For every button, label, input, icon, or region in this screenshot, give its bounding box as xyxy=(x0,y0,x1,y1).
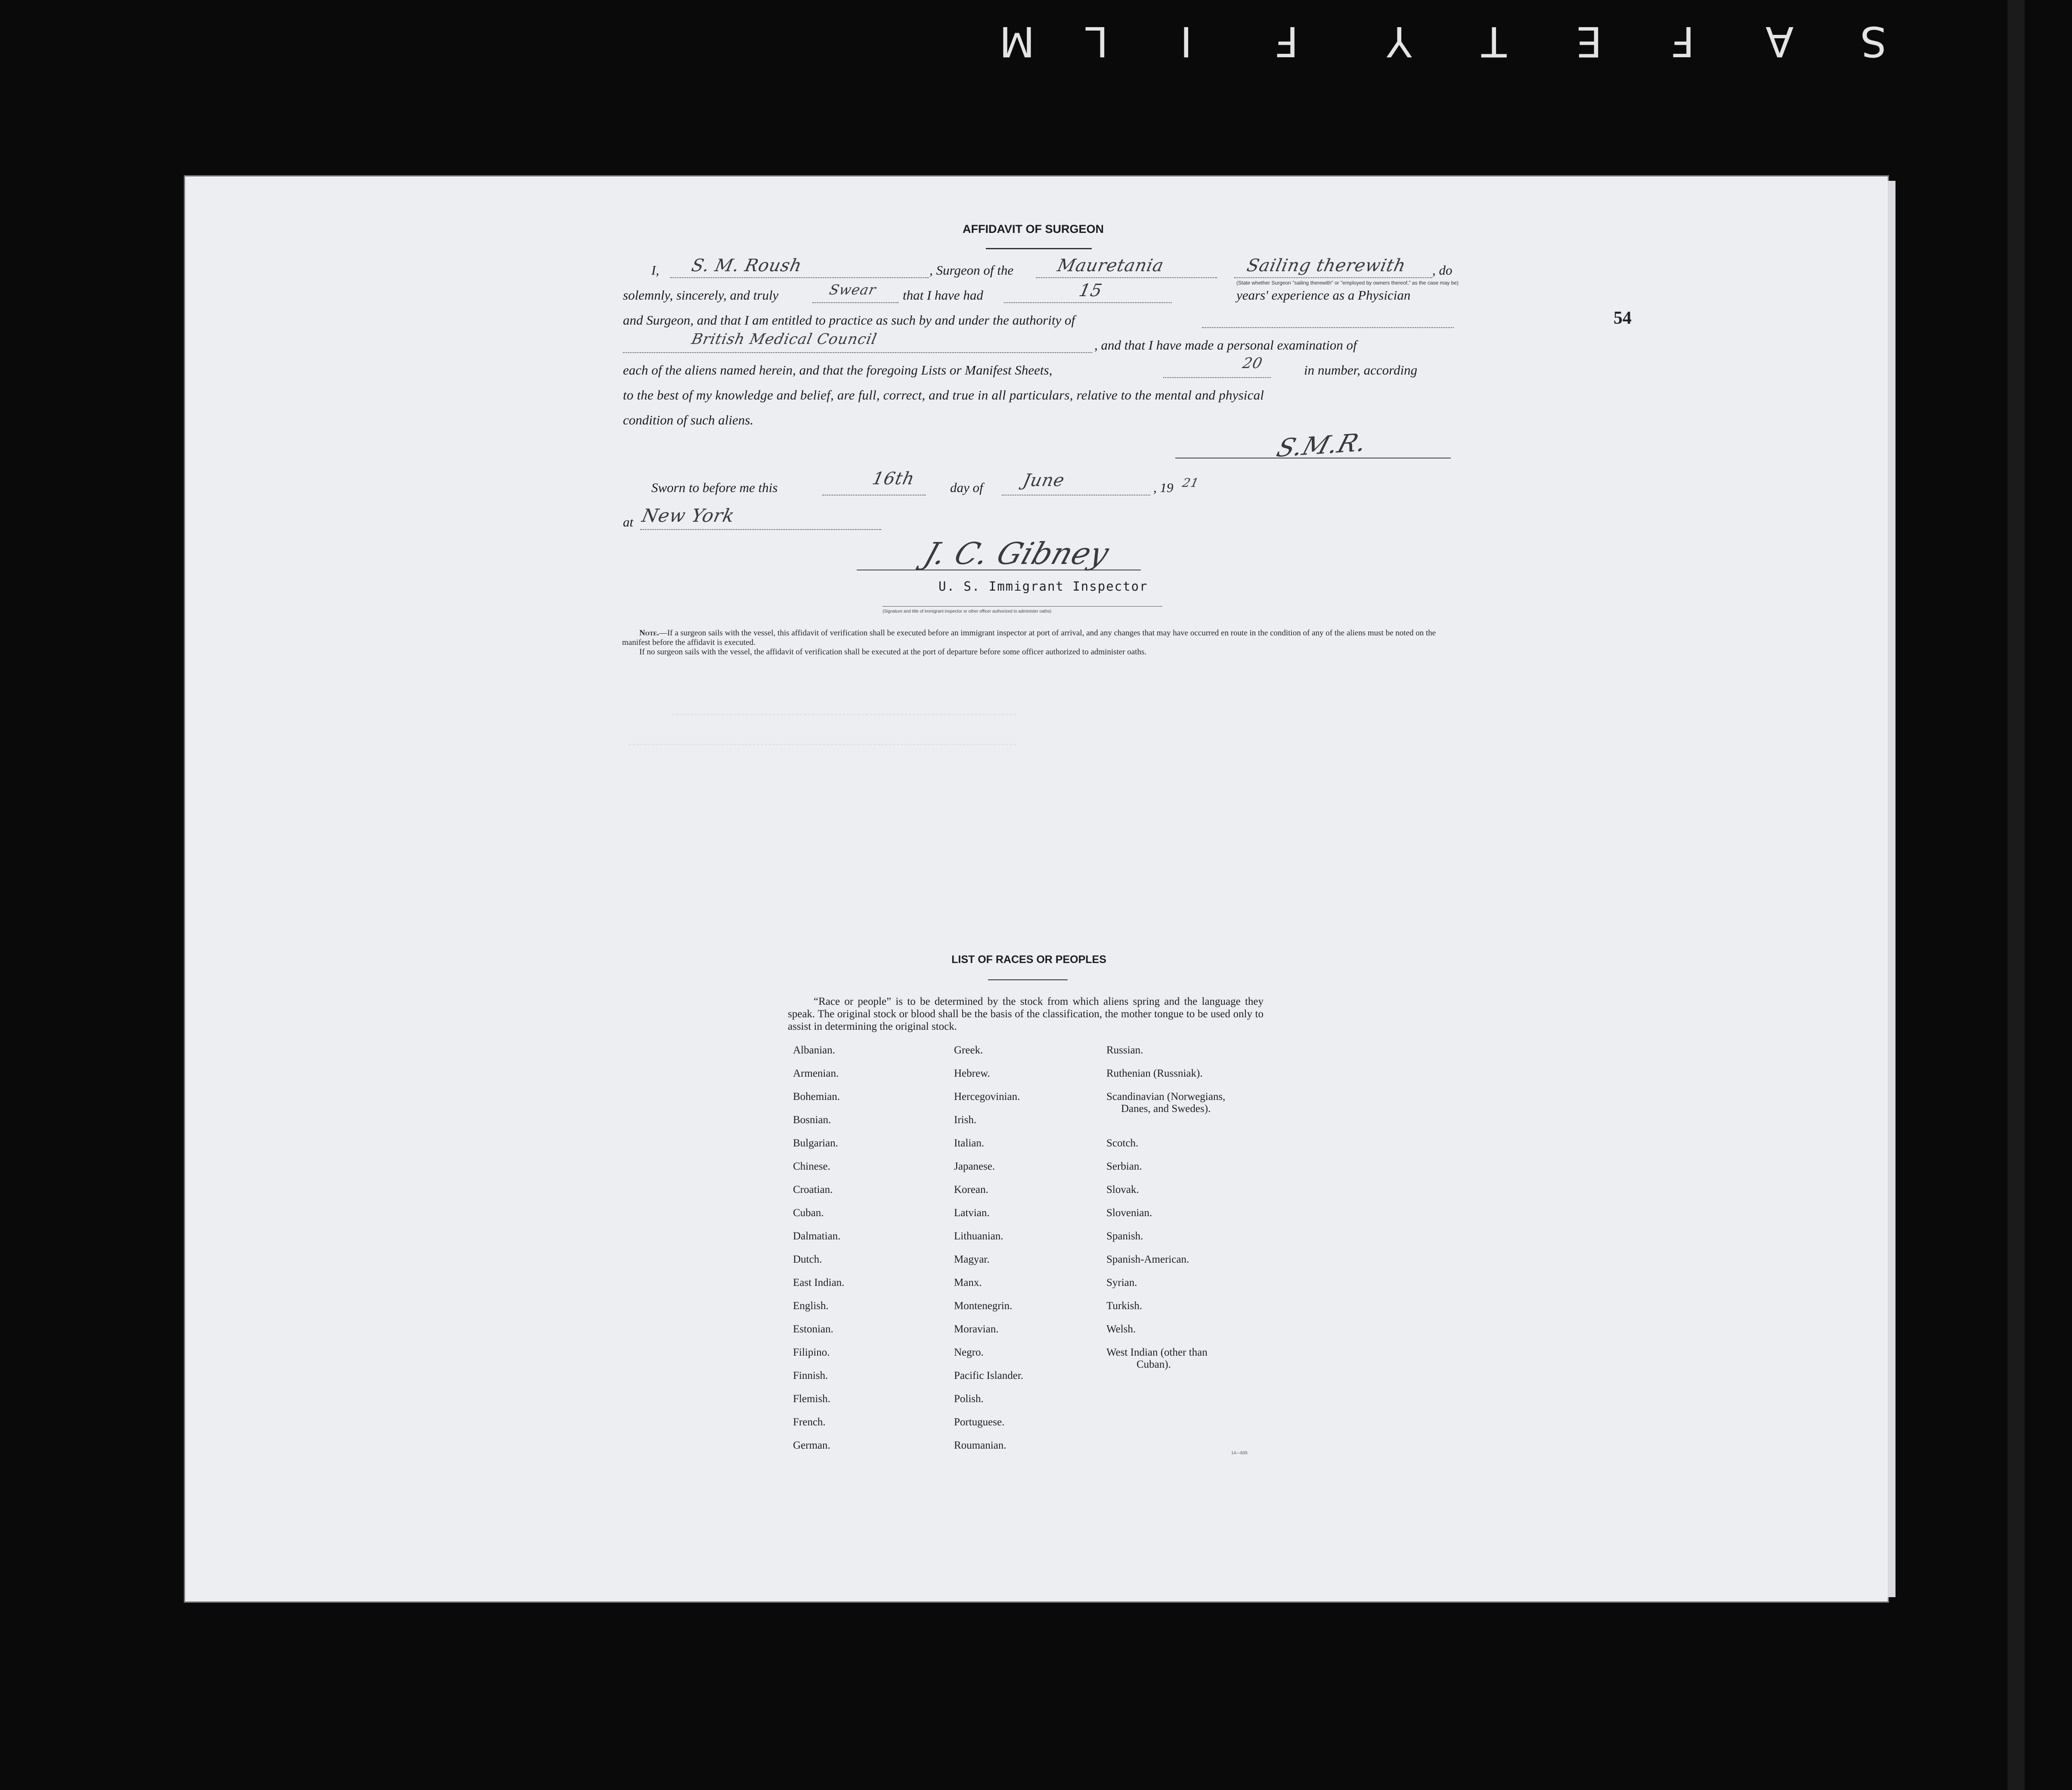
race-item: French. xyxy=(793,1416,826,1428)
film-edge-stripe xyxy=(2007,0,2025,1790)
affidavit-line xyxy=(623,387,1454,412)
race-item: Finnish. xyxy=(793,1370,828,1381)
sworn-day: 16th xyxy=(870,469,917,489)
race-item: Moravian. xyxy=(954,1323,999,1335)
film-letter: A xyxy=(1762,17,1794,65)
race-item: West Indian (other than xyxy=(1106,1347,1208,1358)
race-item: Latvian. xyxy=(954,1207,990,1219)
race-item: Bohemian. xyxy=(793,1091,840,1102)
sworn-year: 21 xyxy=(1181,476,1201,490)
text-condition: condition of such aliens. xyxy=(623,412,754,427)
oath-word: Swear xyxy=(827,282,878,298)
text-best: to the best of my knowledge and belief, are full, correct, and true in all particulars, relative to the mental and physical xyxy=(623,387,1264,403)
race-item: Bulgarian. xyxy=(793,1137,838,1149)
note-paragraph-2: If no surgeon sails with the vessel, the affidavit of verification shall be executed at the port of departure before some officer authorized to administer oaths. xyxy=(639,647,1147,657)
bleed-through xyxy=(672,702,1016,715)
affidavit-title: AFFIDAVIT OF SURGEON xyxy=(963,223,1104,235)
film-letter: Y xyxy=(1383,17,1412,65)
fill-line xyxy=(670,277,929,278)
page-edge xyxy=(1888,181,1895,1597)
title-underline xyxy=(986,248,1092,249)
note-lead: Note. xyxy=(639,629,659,638)
text-day-of: day of xyxy=(950,480,983,495)
race-item: Korean. xyxy=(954,1184,988,1195)
page-number: 54 xyxy=(1614,308,1632,328)
bleed-through xyxy=(629,732,1016,745)
text-year: , 19 xyxy=(1153,480,1174,495)
film-letter: F xyxy=(1667,17,1695,65)
race-item: Spanish-American. xyxy=(1106,1254,1189,1265)
text-in-number: in number, according xyxy=(1304,362,1418,378)
race-item: Estonian. xyxy=(793,1323,833,1335)
race-item: Hebrew. xyxy=(954,1068,990,1079)
fill-line xyxy=(1002,495,1150,496)
sworn-month: June xyxy=(1021,471,1067,490)
text-at: at xyxy=(623,514,634,530)
race-item: Filipino. xyxy=(793,1347,830,1358)
authority-name: British Medical Council xyxy=(690,331,879,348)
races-title-underline xyxy=(988,979,1068,980)
fill-line xyxy=(1202,327,1454,328)
race-item: Armenian. xyxy=(793,1068,839,1079)
race-item: Italian. xyxy=(954,1137,985,1149)
years-count: 15 xyxy=(1077,281,1104,300)
text-years: years' experience as a Physician xyxy=(1236,288,1411,303)
text-surgeon-of: , Surgeon of the xyxy=(929,263,1014,278)
race-item: Irish. xyxy=(954,1114,977,1126)
fill-line xyxy=(1234,277,1432,278)
race-item: Manx. xyxy=(954,1277,982,1288)
race-item: Turkish. xyxy=(1106,1300,1143,1312)
race-item: Lithuanian. xyxy=(954,1230,1003,1242)
race-item: Greek. xyxy=(954,1044,983,1056)
race-item: Syrian. xyxy=(1106,1277,1137,1288)
race-item: Ruthenian (Russniak). xyxy=(1106,1068,1203,1079)
text-sworn: Sworn to before me this xyxy=(651,480,778,495)
inspector-title: U. S. Immigrant Inspector xyxy=(938,579,1148,594)
fill-line xyxy=(1163,377,1271,378)
sailing-status: Sailing therewith xyxy=(1245,256,1408,276)
race-item: German. xyxy=(793,1440,830,1451)
fill-line xyxy=(640,529,881,530)
inspector-signature: J. C. Gibney xyxy=(920,536,1114,571)
race-item: Dalmatian. xyxy=(793,1230,841,1242)
race-item: Pacific Islander. xyxy=(954,1370,1024,1381)
affidavit-note xyxy=(622,629,1453,657)
film-letter: S xyxy=(1857,17,1886,65)
race-item: Portuguese. xyxy=(954,1416,1005,1428)
vessel-name: Mauretania xyxy=(1056,256,1166,276)
race-item: Serbian. xyxy=(1106,1161,1142,1172)
fill-line xyxy=(812,302,898,303)
race-item: Slovenian. xyxy=(1106,1207,1152,1219)
text-do: , do xyxy=(1432,263,1453,278)
film-letter: M xyxy=(996,17,1035,65)
race-item: Scotch. xyxy=(1106,1137,1139,1149)
race-item: Croatian. xyxy=(793,1184,833,1195)
race-item: Negro. xyxy=(954,1347,984,1358)
races-intro: “Race or people” is to be determined by the stock from which aliens spring and the language they speak. The original stock or blood shall be the basis of the classification, the mother tongue to be used only to assist in determining the original stock. xyxy=(788,996,1264,1032)
signature-caption: (Signature and title of immigrant inspector or other officer authorized to administer oaths) xyxy=(883,609,1052,614)
text-i: I, xyxy=(651,263,660,278)
race-item: Flemish. xyxy=(793,1393,830,1405)
affidavit-line xyxy=(623,355,1454,387)
film-letter: L xyxy=(1082,17,1109,65)
race-item: Japanese. xyxy=(954,1161,995,1172)
fill-line xyxy=(1036,277,1217,278)
race-item: Hercegovinian. xyxy=(954,1091,1020,1102)
text-exam: , and that I have made a personal examination of xyxy=(1094,338,1357,353)
affidavit-body xyxy=(623,256,1459,437)
sworn-block xyxy=(623,469,1454,539)
sworn-place: New York xyxy=(640,505,737,526)
race-item: Scandinavian (Norwegians, xyxy=(1106,1091,1226,1102)
film-letter: T xyxy=(1478,17,1507,65)
race-item: Roumanian. xyxy=(954,1440,1007,1451)
race-item: Bosnian. xyxy=(793,1114,831,1126)
form-number: 14—835 xyxy=(1231,1451,1248,1456)
race-item: Welsh. xyxy=(1106,1323,1136,1335)
surgeon-name: S. M. Roush xyxy=(690,256,804,276)
race-item: Cuban). xyxy=(1137,1359,1171,1370)
text-each: each of the aliens named herein, and that the foregoing Lists or Manifest Sheets, xyxy=(623,362,1053,378)
film-letter: I xyxy=(1177,17,1192,65)
text-and-surgeon: and Surgeon, and that I am entitled to practice as such by and under the authority of xyxy=(623,313,1075,328)
note-paragraph-1 xyxy=(622,629,1453,647)
race-item: Chinese. xyxy=(793,1161,830,1172)
status-note: (State whether Surgeon "sailing therewith" or "employed by owners thereof," as the case may be) xyxy=(1236,280,1459,286)
race-item: Albanian. xyxy=(793,1044,835,1056)
fill-line xyxy=(822,495,926,496)
inspector-title-line xyxy=(883,606,1162,607)
film-letter: E xyxy=(1573,17,1602,65)
race-item: Magyar. xyxy=(954,1254,990,1265)
text-solemnly: solemnly, sincerely, and truly xyxy=(623,288,779,303)
race-item: Slovak. xyxy=(1106,1184,1139,1195)
race-item: East Indian. xyxy=(793,1277,845,1288)
fill-line xyxy=(1004,302,1172,303)
sworn-line xyxy=(623,469,1454,505)
affidavit-line xyxy=(623,256,1459,288)
film-edge-banner xyxy=(996,17,1943,77)
text-have-had: that I have had xyxy=(903,288,983,303)
film-letter: F xyxy=(1271,17,1299,65)
race-item: Danes, and Swedes). xyxy=(1121,1103,1211,1115)
note-text-1: —If a surgeon sails with the vessel, this affidavit of verification shall be executed before an immigrant inspector at port of arrival, and any changes that may have occurred en route in the condition of any of the aliens must be noted on the manifest before the affidavit is executed. xyxy=(622,629,1436,647)
race-item: Montenegrin. xyxy=(954,1300,1013,1312)
affidavit-line xyxy=(623,331,1454,362)
race-item: Cuban. xyxy=(793,1207,824,1219)
race-item: Polish. xyxy=(954,1393,984,1405)
race-item: Russian. xyxy=(1106,1044,1143,1056)
surgeon-signature: S.M.R. xyxy=(1273,427,1371,463)
race-item: Dutch. xyxy=(793,1254,822,1265)
fill-line xyxy=(623,352,1092,353)
race-item: English. xyxy=(793,1300,829,1312)
race-item: Spanish. xyxy=(1106,1230,1143,1242)
races-title: LIST OF RACES OR PEOPLES xyxy=(951,954,1106,966)
sheet-count: 20 xyxy=(1241,355,1264,372)
